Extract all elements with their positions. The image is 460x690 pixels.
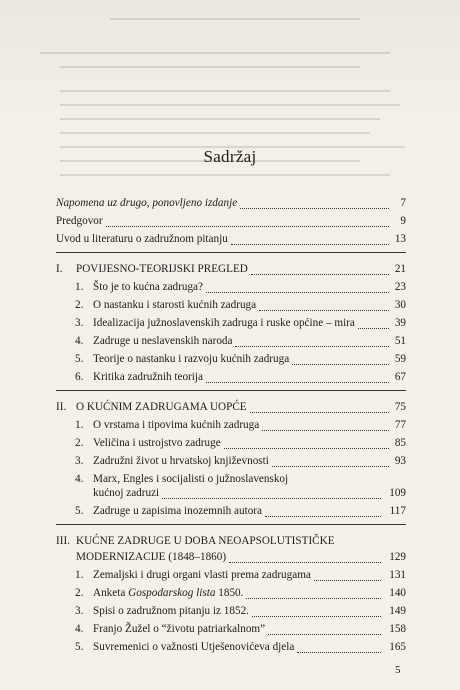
section-title: KUĆNE ZADRUGE U DOBA NEOAPSOLUTISTIČKE: [76, 535, 335, 547]
item-text: Spisi o zadružnom pitanju iz 1852.: [93, 605, 249, 617]
section-number: II.: [56, 401, 67, 413]
section-title-continued: MODERNIZACIJE (1848–1860): [76, 551, 227, 563]
leader-dots: [235, 337, 389, 347]
toc-entry-label: Uvod u literaturu o zadružnom pitanju: [56, 233, 228, 245]
leader-dots: [262, 421, 389, 431]
toc-page-number: 77: [394, 419, 406, 431]
item-number: 1.: [75, 281, 84, 293]
leader-dots: [246, 589, 381, 599]
toc-item[interactable]: [75, 352, 406, 366]
item-number: 2.: [75, 587, 84, 599]
item-text: [93, 586, 243, 600]
leader-dots: [224, 439, 389, 449]
item-text-italic: Gospodarskog lista: [128, 587, 216, 599]
leader-dots: [206, 283, 389, 293]
toc-page-number: 117: [389, 505, 406, 517]
toc-section-3-line2[interactable]: [56, 550, 406, 564]
item-text: Zadružni život u hrvatskoj književnosti: [93, 455, 269, 467]
toc-item-continuation[interactable]: [75, 486, 406, 500]
toc-entry-note[interactable]: [56, 196, 406, 210]
item-number: 3.: [75, 317, 84, 329]
item-text: Zemaljski i drugi organi vlasti prema zadrugama: [93, 569, 311, 581]
toc-section-3-line1[interactable]: [56, 534, 406, 548]
leader-dots: [272, 457, 389, 467]
item-number: 1.: [75, 419, 84, 431]
leader-dots: [162, 489, 381, 499]
item-number: 3.: [75, 605, 84, 617]
item-text: Suvremenici o važnosti Utješenovićeva djela: [93, 641, 295, 653]
item-number: 3.: [75, 455, 84, 467]
leader-dots: [252, 607, 381, 617]
item-number: 5.: [75, 353, 84, 365]
toc-page-number: 23: [394, 281, 406, 293]
toc-entry-label: Napomena uz drugo, ponovljeno izdanje: [56, 197, 238, 209]
item-text: Idealizacija južnoslavenskih zadruga i ruske općine – mira: [93, 317, 355, 329]
toc-page-number: 9: [400, 215, 406, 227]
item-text: Kritika zadružnih teorija: [93, 371, 203, 383]
toc-page-number: 21: [394, 263, 406, 275]
item-text: Franjo Žužel o “životu patriarkalnom”: [93, 623, 266, 635]
toc-item[interactable]: [75, 586, 406, 600]
toc-section-2[interactable]: [56, 400, 406, 414]
item-number: 2.: [75, 437, 84, 449]
leader-dots: [265, 507, 381, 517]
item-text: Zadruge u zapisima inozemnih autora: [93, 505, 262, 517]
toc-entry-preface[interactable]: [56, 214, 406, 228]
item-text: O vrstama i tipovima kućnih zadruga: [93, 419, 260, 431]
item-number: 4.: [75, 623, 84, 635]
section-divider: [56, 252, 406, 253]
item-number: 6.: [75, 371, 84, 383]
toc-item-first-line[interactable]: [75, 472, 406, 486]
toc-item[interactable]: [75, 280, 406, 294]
toc-page-number: 7: [400, 197, 406, 209]
toc-item[interactable]: [75, 454, 406, 468]
toc-item[interactable]: [75, 370, 406, 384]
leader-dots: [268, 625, 381, 635]
item-number: 4.: [75, 473, 84, 485]
item-number: 5.: [75, 641, 84, 653]
item-text: Teorije o nastanku i razvoju kućnih zadruga: [93, 353, 290, 365]
item-text-part: 1850.: [215, 587, 244, 599]
toc-page-number: 149: [389, 605, 406, 617]
item-text: O nastanku i starosti kućnih zadruga: [93, 299, 257, 311]
toc-item[interactable]: [75, 316, 406, 330]
item-text: Što je to kućna zadruga?: [93, 281, 203, 293]
toc-page-number: 39: [394, 317, 406, 329]
toc-page-number: 85: [394, 437, 406, 449]
leader-dots: [240, 199, 389, 209]
toc-entry-label: Predgovor: [56, 215, 103, 227]
leader-dots: [292, 355, 389, 365]
toc-page-number: 131: [389, 569, 406, 581]
item-number: 5.: [75, 505, 84, 517]
toc-page-number: 129: [389, 551, 406, 563]
section-divider: [56, 390, 406, 391]
toc-item[interactable]: [75, 298, 406, 312]
section-title: O KUĆNIM ZADRUGAMA UOPĆE: [76, 401, 247, 413]
toc-page-number: 13: [394, 233, 406, 245]
leader-dots: [250, 403, 389, 413]
toc-page-number: 51: [394, 335, 406, 347]
toc-page-number: 75: [394, 401, 406, 413]
item-text: kućnoj zadruzi: [93, 487, 160, 499]
item-number: 2.: [75, 299, 84, 311]
leader-dots: [358, 319, 389, 329]
section-divider: [56, 524, 406, 525]
item-text: Zadruge u neslavenskih naroda: [93, 335, 233, 347]
toc-page-number: 30: [394, 299, 406, 311]
toc-page-number: 165: [389, 641, 406, 653]
toc-item[interactable]: [75, 418, 406, 432]
leader-dots: [106, 217, 389, 227]
section-number: III.: [56, 535, 70, 547]
toc-item[interactable]: [75, 604, 406, 618]
toc-item[interactable]: [75, 334, 406, 348]
leader-dots: [231, 235, 389, 245]
leader-dots: [206, 373, 389, 383]
toc-item[interactable]: [75, 640, 406, 654]
toc-entry-intro[interactable]: [56, 232, 406, 246]
toc-item[interactable]: [75, 504, 406, 518]
leader-dots: [259, 301, 389, 311]
item-number: 4.: [75, 335, 84, 347]
leader-dots: [251, 265, 389, 275]
leader-dots: [297, 643, 381, 653]
toc-item[interactable]: [75, 568, 406, 582]
leader-dots: [314, 571, 381, 581]
toc-item[interactable]: [75, 622, 406, 636]
toc-page-number: 93: [394, 455, 406, 467]
leader-dots: [229, 553, 381, 563]
page-number: 5: [395, 664, 401, 676]
toc-page-number: 140: [389, 587, 406, 599]
page-title: Sadržaj: [203, 147, 257, 166]
toc-page-number: 59: [394, 353, 406, 365]
toc-item[interactable]: [75, 436, 406, 450]
item-text: Marx, Engles i socijalisti o južnoslavenskoj: [93, 473, 289, 485]
section-number: I.: [56, 263, 63, 275]
item-number: 1.: [75, 569, 84, 581]
toc-page-number: 67: [394, 371, 406, 383]
toc-page-number: 109: [389, 487, 406, 499]
item-text: Veličina i ustrojstvo zadruge: [93, 437, 221, 449]
item-text-part: Anketa: [93, 587, 129, 599]
toc-section-1[interactable]: [56, 262, 406, 276]
section-title: POVIJESNO-TEORIJSKI PREGLED: [76, 263, 248, 275]
toc-page-number: 158: [389, 623, 406, 635]
